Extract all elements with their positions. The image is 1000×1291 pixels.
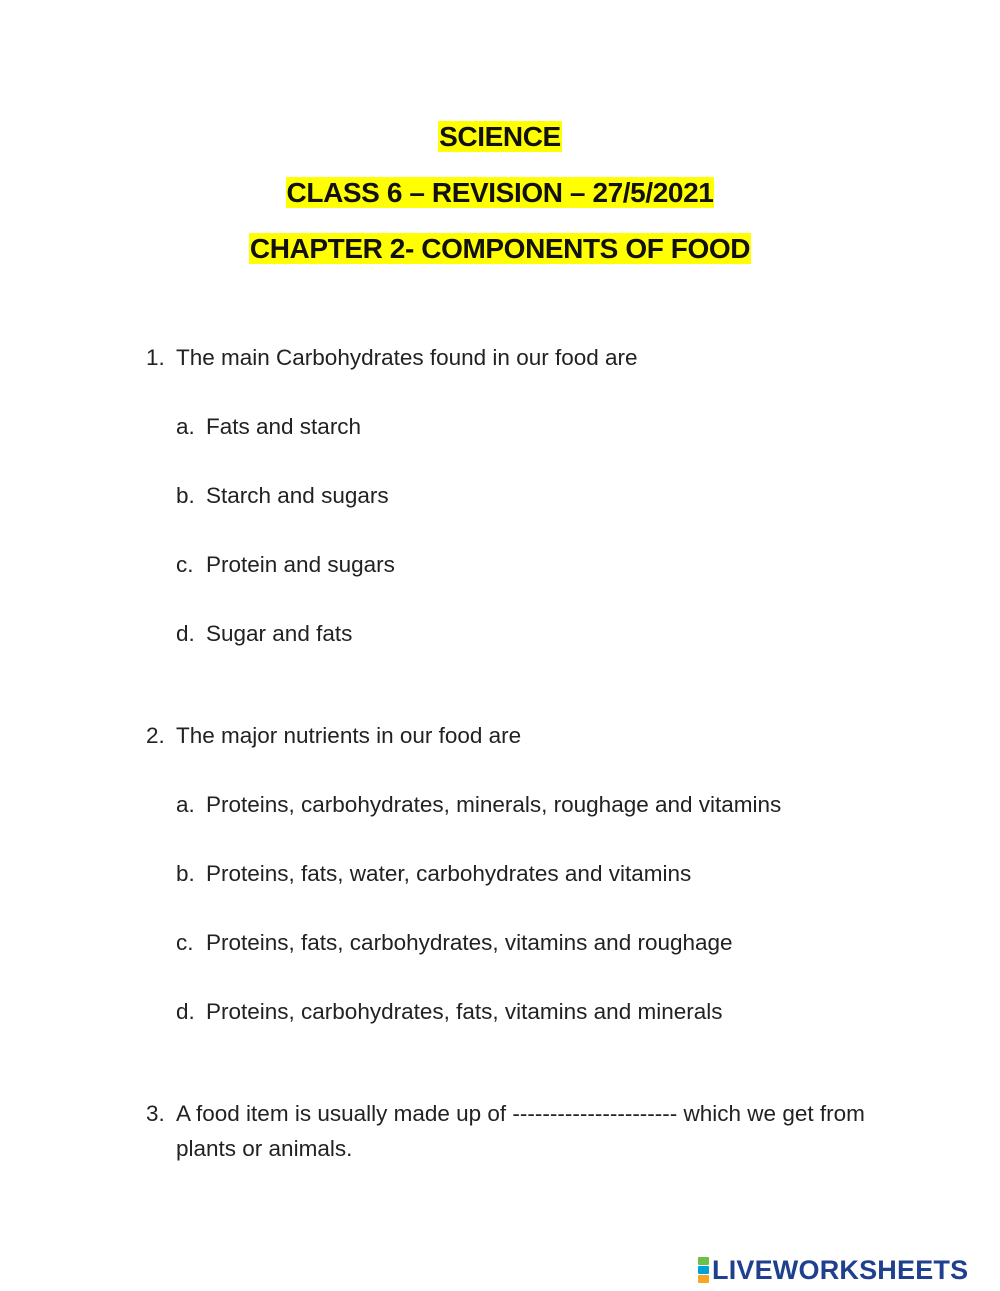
chapter-title: CHAPTER 2- COMPONENTS OF FOOD	[249, 233, 751, 264]
subject-title: SCIENCE	[439, 121, 561, 152]
option-item	[176, 856, 876, 891]
option-item	[176, 925, 876, 960]
option-item	[176, 994, 876, 1029]
option-text: Protein and sugars	[206, 552, 395, 577]
question-1	[146, 340, 876, 375]
option-letter: c.	[176, 930, 194, 955]
option-item	[176, 409, 876, 444]
option-letter: c.	[176, 552, 194, 577]
option-letter: d.	[176, 621, 195, 646]
option-text: Sugar and fats	[206, 621, 353, 646]
option-letter: b.	[176, 861, 195, 886]
question-3	[146, 1096, 866, 1166]
logo-blocks-icon	[698, 1257, 709, 1283]
question-number: 1.	[146, 345, 165, 370]
question-text: The major nutrients in our food are	[176, 723, 522, 748]
option-text: Fats and starch	[206, 414, 362, 439]
class-revision-line: CLASS 6 – REVISION – 27/5/2021	[286, 177, 714, 208]
option-letter: d.	[176, 999, 195, 1024]
option-item	[176, 478, 876, 513]
option-letter: b.	[176, 483, 195, 508]
question-number: 3.	[146, 1101, 165, 1126]
option-item	[176, 787, 876, 822]
option-text: Proteins, fats, water, carbohydrates and vitamins	[206, 861, 692, 886]
question-number: 2.	[146, 723, 165, 748]
option-text: Proteins, fats, carbohydrates, vitamins and roughage	[206, 930, 733, 955]
option-letter: a.	[176, 792, 195, 817]
question-2	[146, 718, 876, 753]
option-text: Proteins, carbohydrates, minerals, roughage and vitamins	[206, 792, 782, 817]
option-item	[176, 547, 876, 582]
question-text: A food item is usually made up of ---------------------- which we get from plants or animals.	[176, 1101, 865, 1161]
option-letter: a.	[176, 414, 195, 439]
option-text: Proteins, carbohydrates, fats, vitamins and minerals	[206, 999, 723, 1024]
option-text: Starch and sugars	[206, 483, 389, 508]
liveworksheets-logo	[698, 1255, 968, 1285]
logo-wordmark: LIVEWORKSHEETS	[712, 1255, 969, 1285]
option-item	[176, 616, 876, 651]
question-text: The main Carbohydrates found in our food are	[176, 345, 638, 370]
